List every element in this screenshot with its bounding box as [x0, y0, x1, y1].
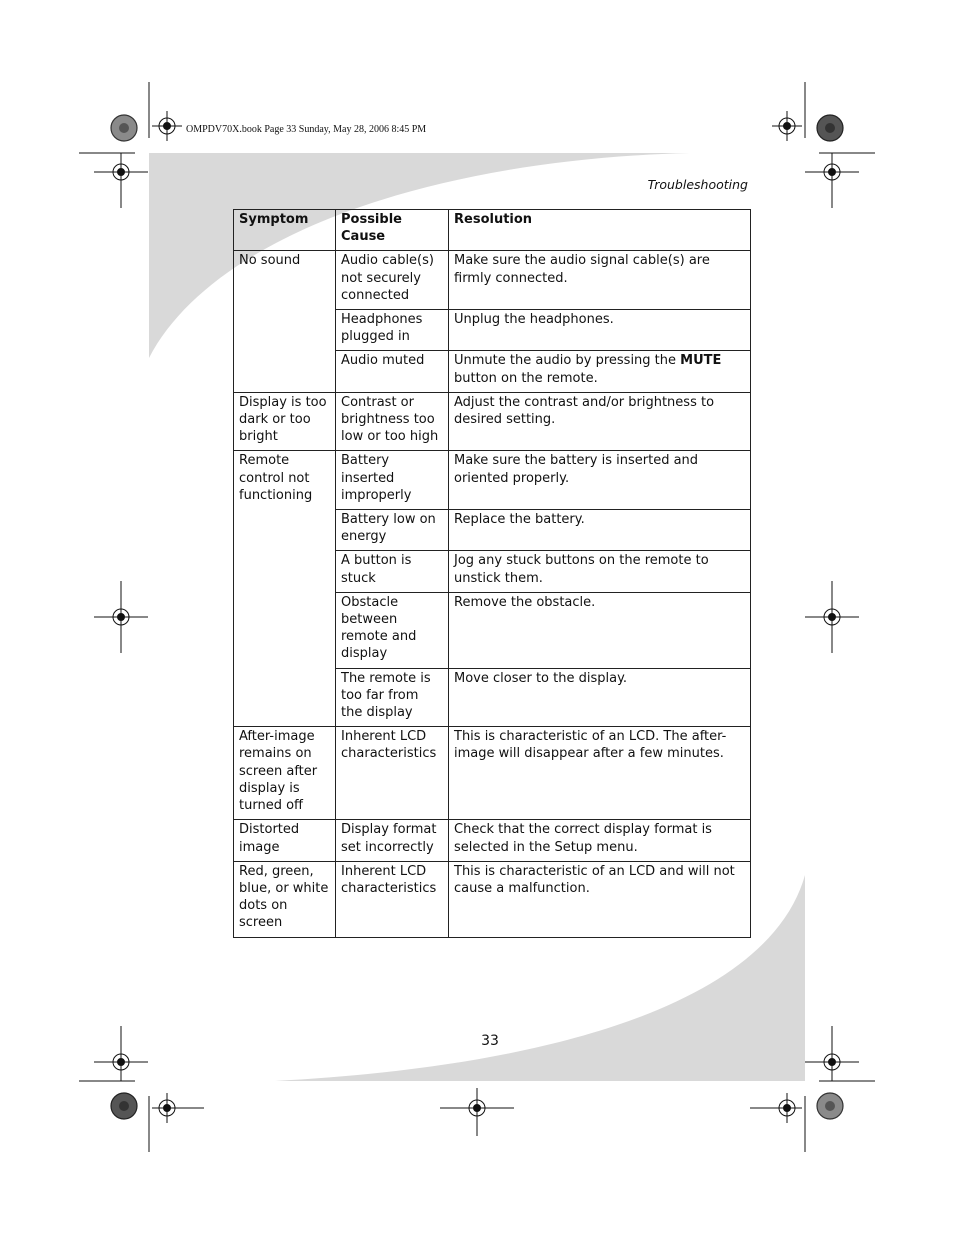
page-number: 33 — [481, 1033, 499, 1049]
symptom-cell: Display is too dark or too bright — [234, 392, 336, 451]
header-symptom: Symptom — [234, 210, 336, 251]
symptom-cell: Remote control not functioning — [234, 451, 336, 727]
symptom-cell: Red, green, blue, or white dots on screen — [234, 861, 336, 937]
table-row — [234, 251, 751, 310]
cause-cell: Headphones plugged in — [336, 310, 449, 351]
cause-cell: Battery low on energy — [336, 510, 449, 551]
symptom-cell: Distorted image — [234, 820, 336, 861]
resolution-cell: Make sure the audio signal cable(s) are firmly connected. — [449, 251, 751, 310]
header-resolution: Resolution — [449, 210, 751, 251]
resolution-cell — [449, 351, 751, 392]
table-row — [234, 451, 751, 510]
cause-cell: Audio muted — [336, 351, 449, 392]
cause-cell: Inherent LCD characteristics — [336, 727, 449, 820]
table-row — [234, 727, 751, 820]
resolution-cell: Make sure the battery is inserted and oriented properly. — [449, 451, 751, 510]
table-row — [234, 392, 751, 451]
table-header-row — [234, 210, 751, 251]
cause-cell: A button is stuck — [336, 551, 449, 592]
cause-cell: Obstacle between remote and display — [336, 592, 449, 668]
resolution-cell: Unplug the headphones. — [449, 310, 751, 351]
cause-cell: Battery inserted improperly — [336, 451, 449, 510]
table-row — [234, 820, 751, 861]
cause-cell: Display format set incorrectly — [336, 820, 449, 861]
print-slug: OMPDV70X.book Page 33 Sunday, May 28, 2006 8:45 PM — [186, 124, 427, 135]
symptom-cell: After-image remains on screen after display is turned off — [234, 727, 336, 820]
resolution-cell: Replace the battery. — [449, 510, 751, 551]
cause-cell: Contrast or brightness too low or too high — [336, 392, 449, 451]
running-header: Troubleshooting — [647, 177, 748, 192]
resolution-text: Unmute the audio by pressing the — [454, 353, 681, 369]
resolution-cell: Move closer to the display. — [449, 668, 751, 727]
table-row — [234, 861, 751, 937]
resolution-cell: Remove the obstacle. — [449, 592, 751, 668]
troubleshooting-table — [233, 209, 751, 938]
resolution-cell: This is characteristic of an LCD. The after-image will disappear after a few minutes. — [449, 727, 751, 820]
mute-button-label: MUTE — [680, 353, 722, 369]
resolution-cell: Adjust the contrast and/or brightness to desired setting. — [449, 392, 751, 451]
header-possible-cause: Possible Cause — [336, 210, 449, 251]
resolution-text: button on the remote. — [454, 370, 598, 386]
cause-cell: The remote is too far from the display — [336, 668, 449, 727]
resolution-cell: Jog any stuck buttons on the remote to unstick them. — [449, 551, 751, 592]
cause-cell: Inherent LCD characteristics — [336, 861, 449, 937]
resolution-cell: Check that the correct display format is selected in the Setup menu. — [449, 820, 751, 861]
symptom-cell: No sound — [234, 251, 336, 392]
resolution-cell: This is characteristic of an LCD and will not cause a malfunction. — [449, 861, 751, 937]
cause-cell: Audio cable(s) not securely connected — [336, 251, 449, 310]
